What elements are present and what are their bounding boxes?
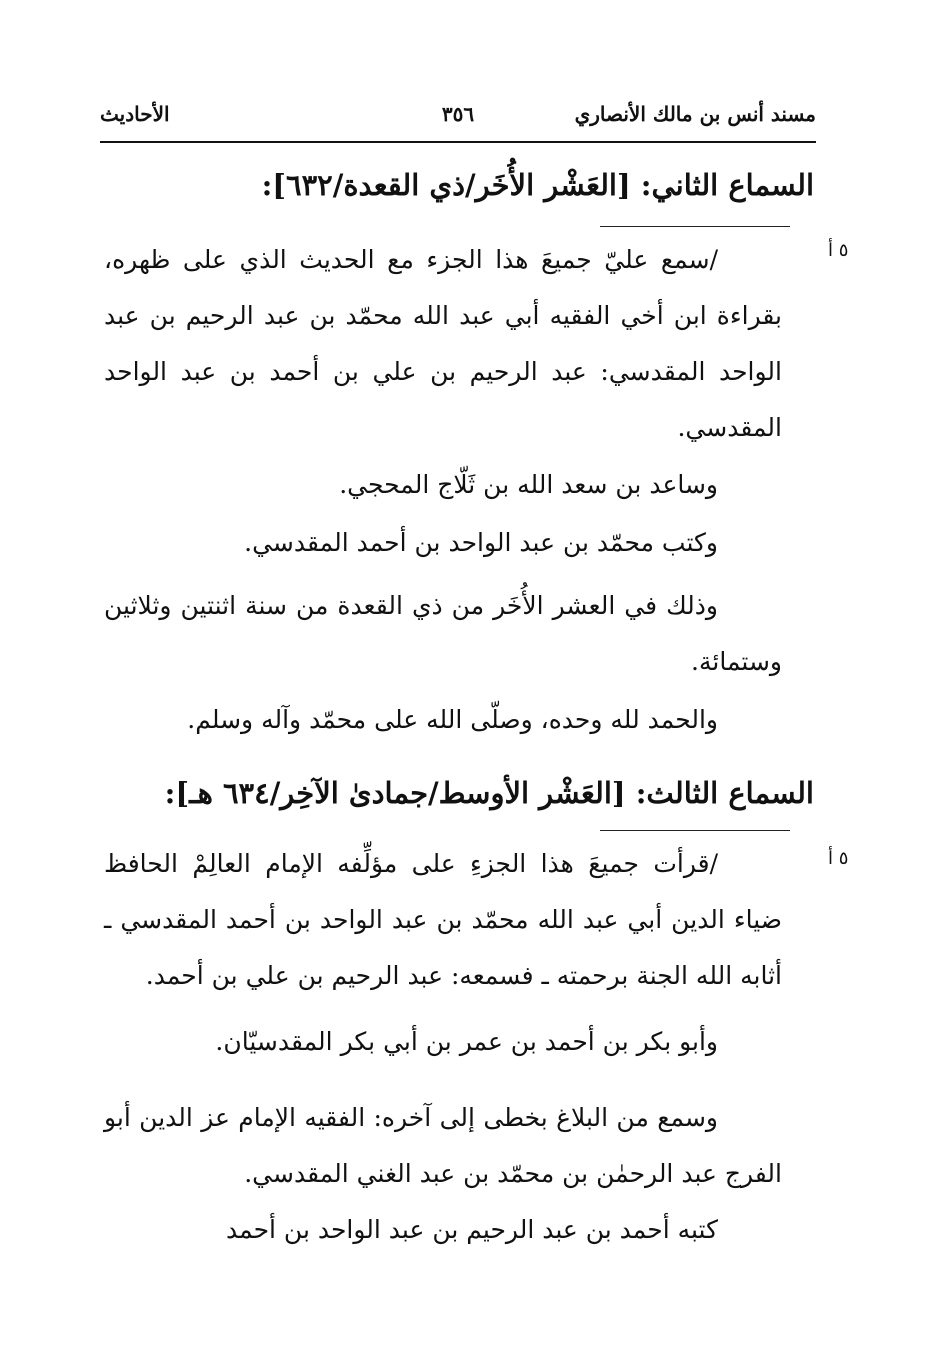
- section-heading-second-hearing: السماع الثاني: [العَشْر الأُخَر/ذي القعدة/٦٣٢]:: [261, 168, 814, 202]
- paragraph: وأبو بكر بن أحمد بن عمر بن أبي بكر المقدسيّان.: [215, 1027, 718, 1056]
- paragraph: وسمع من البلاغ بخطى إلى آخره: الفقيه الإمام عز الدين أبو الفرج عبد الرحمٰن بن محمّد بن عبد الغني المقدسي.: [104, 1103, 782, 1188]
- margin-folio-note: ٥ أ: [828, 240, 849, 261]
- header-rule: [100, 141, 816, 143]
- heading-rule: [600, 226, 790, 227]
- running-header: [100, 98, 816, 138]
- section-heading-third-hearing: السماع الثالث: [العَشْر الأوسط/جمادىٰ الآخِر/٦٣٤ هـ]:: [164, 776, 814, 810]
- paragraph: /قرأت جميعَ هذا الجزءِ على مؤلِّفه الإمام العالِمْ الحافظ ضياء الدين أبي عبد الله محمّد بن عبد الواحد بن أحمد المقدسي ـ أثابه الله الجنة برحمته ـ فسمعه: عبد الرحيم بن علي بن أحمد.: [104, 849, 782, 990]
- margin-folio-note: ٥ أ: [828, 848, 849, 869]
- paragraph: وكتب محمّد بن عبد الواحد بن أحمد المقدسي.: [244, 528, 718, 557]
- paragraph: والحمد لله وحده، وصلّى الله على محمّد وآله وسلم.: [187, 705, 718, 734]
- heading-rule: [600, 830, 790, 831]
- paragraph: /سمع عليّ جميعَ هذا الجزء مع الحديث الذي على ظهره، بقراءة ابن أخي الفقيه أبي عبد الله محمّد بن عبد الرحيم بن عبد الواحد المقدسي: عبد الرحيم بن علي بن أحمد بن عبد الواحد المقدسي.: [104, 245, 782, 442]
- book-title: مسند أنس بن مالك الأنصاري: [574, 102, 816, 126]
- paragraph: كتبه أحمد بن عبد الرحيم بن عبد الواحد بن أحمد: [226, 1215, 718, 1244]
- section-name: الأحاديث: [100, 102, 170, 126]
- page-number: ٣٥٦: [441, 102, 475, 126]
- paragraph: وذلك في العشر الأُخَر من ذي القعدة من سنة اثنتين وثلاثين وستمائة.: [104, 591, 782, 676]
- paragraph: وساعد بن سعد الله بن ثَلّاج المحجي.: [339, 470, 718, 499]
